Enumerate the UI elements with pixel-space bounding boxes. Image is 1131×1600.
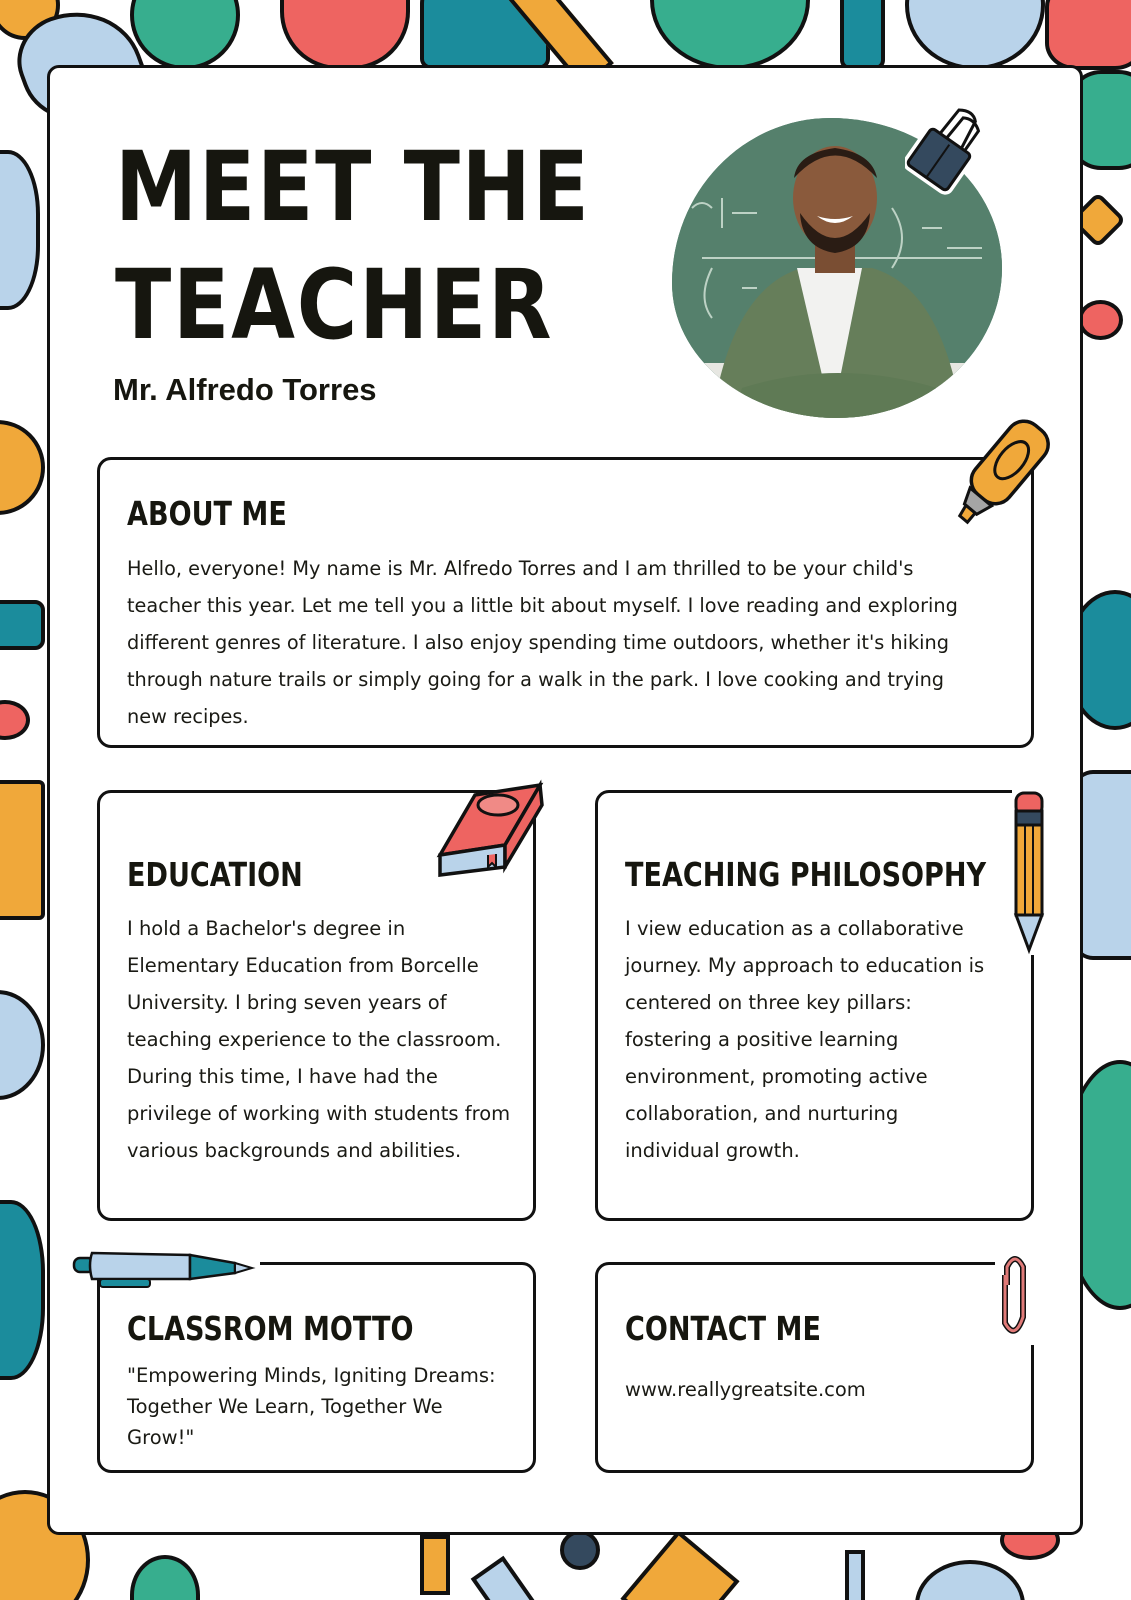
ruler-doodle [620,1530,739,1600]
book-icon [420,775,550,885]
pencil-doodle [420,1535,450,1595]
paperclip-icon [995,1245,1035,1345]
binder-clip-icon [905,100,990,195]
pen-doodle [0,600,45,650]
classroom-motto-heading: CLASSROM MOTTO [127,1309,414,1348]
contact-section [595,1262,1034,1473]
heart-doodle [1078,300,1123,340]
page-title [115,128,591,364]
bag-doodle [650,0,810,70]
clock-doodle [0,990,45,1100]
teaching-philosophy-text: I view education as a collaborative journey. My approach to education is centered on three key pillars: fostering a positive learning environment, promoting active collaboration, and nurturing individual growth. [625,917,985,1162]
magnet-doodle [560,1530,600,1570]
bottle-doodle [130,0,240,70]
globe-doodle [905,0,1045,70]
contact-heading: CONTACT ME [625,1309,821,1348]
about-me-text: Hello, everyone! My name is Mr. Alfredo Torres and I am thrilled to be your child's teacher this year. Let me tell you a little bit about myself. I love reading and exploring different genres of literature. I also enjoy spending time outdoors, whether it's hiking through nature trails or simply going for a walk in the park. I love cooking and trying new recipes. [127,557,958,728]
title-line-1: MEET THE [115,131,591,243]
about-me-heading: ABOUT ME [127,494,287,533]
pen-icon [70,1245,260,1295]
apple-doodle [280,0,410,70]
pencil-icon [1008,785,1048,955]
education-text: I hold a Bachelor's degree in Elementary Education from Borcelle University. I bring seven years of teaching experience to the classroom. During this time, I have had the privilege of working with students from various backgrounds and abilities. [127,917,511,1162]
teaching-philosophy-heading: TEACHING PHILOSOPHY [625,855,987,894]
teaching-philosophy-section [595,790,1034,1221]
education-heading: EDUCATION [127,855,303,894]
pencil-doodle [471,1556,550,1600]
leaf-doodle [130,1555,200,1600]
classroom-motto-text: "Empowering Minds, Igniting Dreams: Together We Learn, Together We Grow!" [127,1364,496,1449]
pen-doodle [845,1550,865,1600]
contact-website-link[interactable]: www.reallygreatsite.com [625,1378,866,1401]
clip-doodle [1045,0,1131,70]
about-me-section [97,457,1034,748]
beaker-doodle [0,150,40,310]
beaker-doodle [915,1560,1025,1600]
highlighter-icon [935,395,1075,535]
teacher-name: Mr. Alfredo Torres [113,372,377,407]
star-doodle [0,700,30,740]
marker-doodle [840,0,885,70]
bottle-doodle [0,1200,45,1380]
title-line-2: TEACHER [115,249,554,361]
calculator-doodle [0,780,45,920]
ball-doodle [0,420,45,515]
